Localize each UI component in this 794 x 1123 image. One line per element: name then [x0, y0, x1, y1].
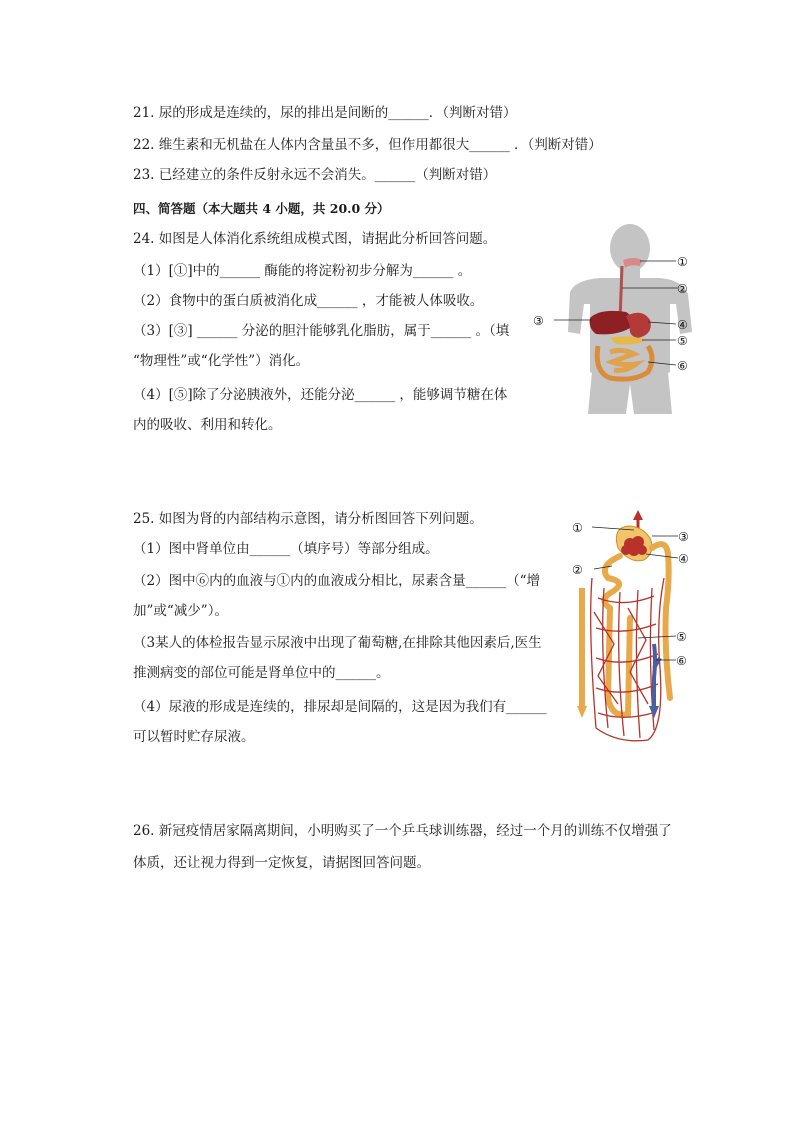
- question-24-part-4a: （4）[⑤]除了分泌胰液外，还能分泌______ ，能够调节糖在体: [133, 387, 508, 403]
- question-25-part-1: （1）图中肾单位由______（填序号）等部分组成。: [133, 541, 439, 557]
- question-23: 23. 已经建立的条件反射永远不会消失。______（判断对错）: [133, 167, 497, 183]
- urine-arrow: [577, 706, 587, 718]
- section-heading: 四、简答题（本大题共 4 小题，共 20.0 分）: [133, 201, 390, 216]
- nephron-figure: [568, 508, 694, 748]
- nephron-label-2: ②: [572, 563, 583, 577]
- question-25-part-4a: （4）尿液的形成是连续的，排尿却是间隔的，这是因为我们有______: [133, 699, 547, 715]
- question-24-part-1: （1）[①]中的______ 酶能的将淀粉初步分解为______ 。: [133, 263, 472, 279]
- nephron-label-3: ③: [678, 530, 689, 544]
- question-25-part-2a: （2）图中⑥内的血液与①内的血液成分相比，尿素含量______（“增: [133, 573, 540, 589]
- question-25-part-4b: 可以暂时贮存尿液。: [133, 729, 255, 745]
- digestive-system-figure: [530, 222, 700, 414]
- question-25-part-2b: 加”或“减少”）。: [133, 603, 228, 619]
- question-24-part-2: （2）食物中的蛋白质被消化成______ ，才能被人体吸收。: [133, 293, 484, 309]
- question-26-line-2: 体质，还让视力得到一定恢复，请据图回答问题。: [133, 855, 430, 871]
- question-24-part-3b: “物理性”或“化学性”）消化。: [133, 353, 310, 369]
- question-22: 22. 维生素和无机盐在人体内含量虽不多，但作用都很大______ ．（判断对错）: [133, 137, 602, 153]
- digestive-label-5: ⑤: [677, 334, 688, 348]
- digestive-label-1: ①: [677, 255, 688, 269]
- digestive-label-2: ②: [677, 282, 688, 296]
- nephron-label-4: ④: [678, 552, 689, 566]
- digestive-label-6: ⑥: [677, 359, 688, 373]
- nephron-label-1: ①: [572, 521, 583, 535]
- question-25-part-3a: （3某人的体检报告显示尿液中出现了葡萄糖,在排除其他因素后,医生: [133, 635, 542, 651]
- question-25-stem: 25. 如图为肾的内部结构示意图，请分析图回答下列问题。: [133, 511, 483, 527]
- digestive-label-4: ④: [677, 318, 688, 332]
- question-24-part-3a: （3）[③] ______ 分泌的胆汁能够乳化脂肪，属于______ 。（填: [133, 323, 510, 339]
- question-26-line-1: 26. 新冠疫情居家隔离期间，小明购买了一个乒乓球训练器，经过一个月的训练不仅增强了: [133, 823, 672, 839]
- question-25-part-3b: 推测病变的部位可能是肾单位中的______。: [133, 665, 390, 681]
- question-21: 21. 尿的形成是连续的，尿的排出是间断的______．（判断对错）: [133, 105, 517, 121]
- question-24-part-4b: 内的吸收、利用和转化。: [133, 417, 282, 433]
- vein-arrow: [649, 706, 659, 718]
- nephron-label-5: ⑤: [676, 630, 687, 644]
- digestive-label-3: ③: [533, 314, 544, 328]
- nephron-label-6: ⑥: [676, 654, 687, 668]
- question-24-stem: 24. 如图是人体消化系统组成模式图，请据此分析回答问题。: [133, 231, 497, 247]
